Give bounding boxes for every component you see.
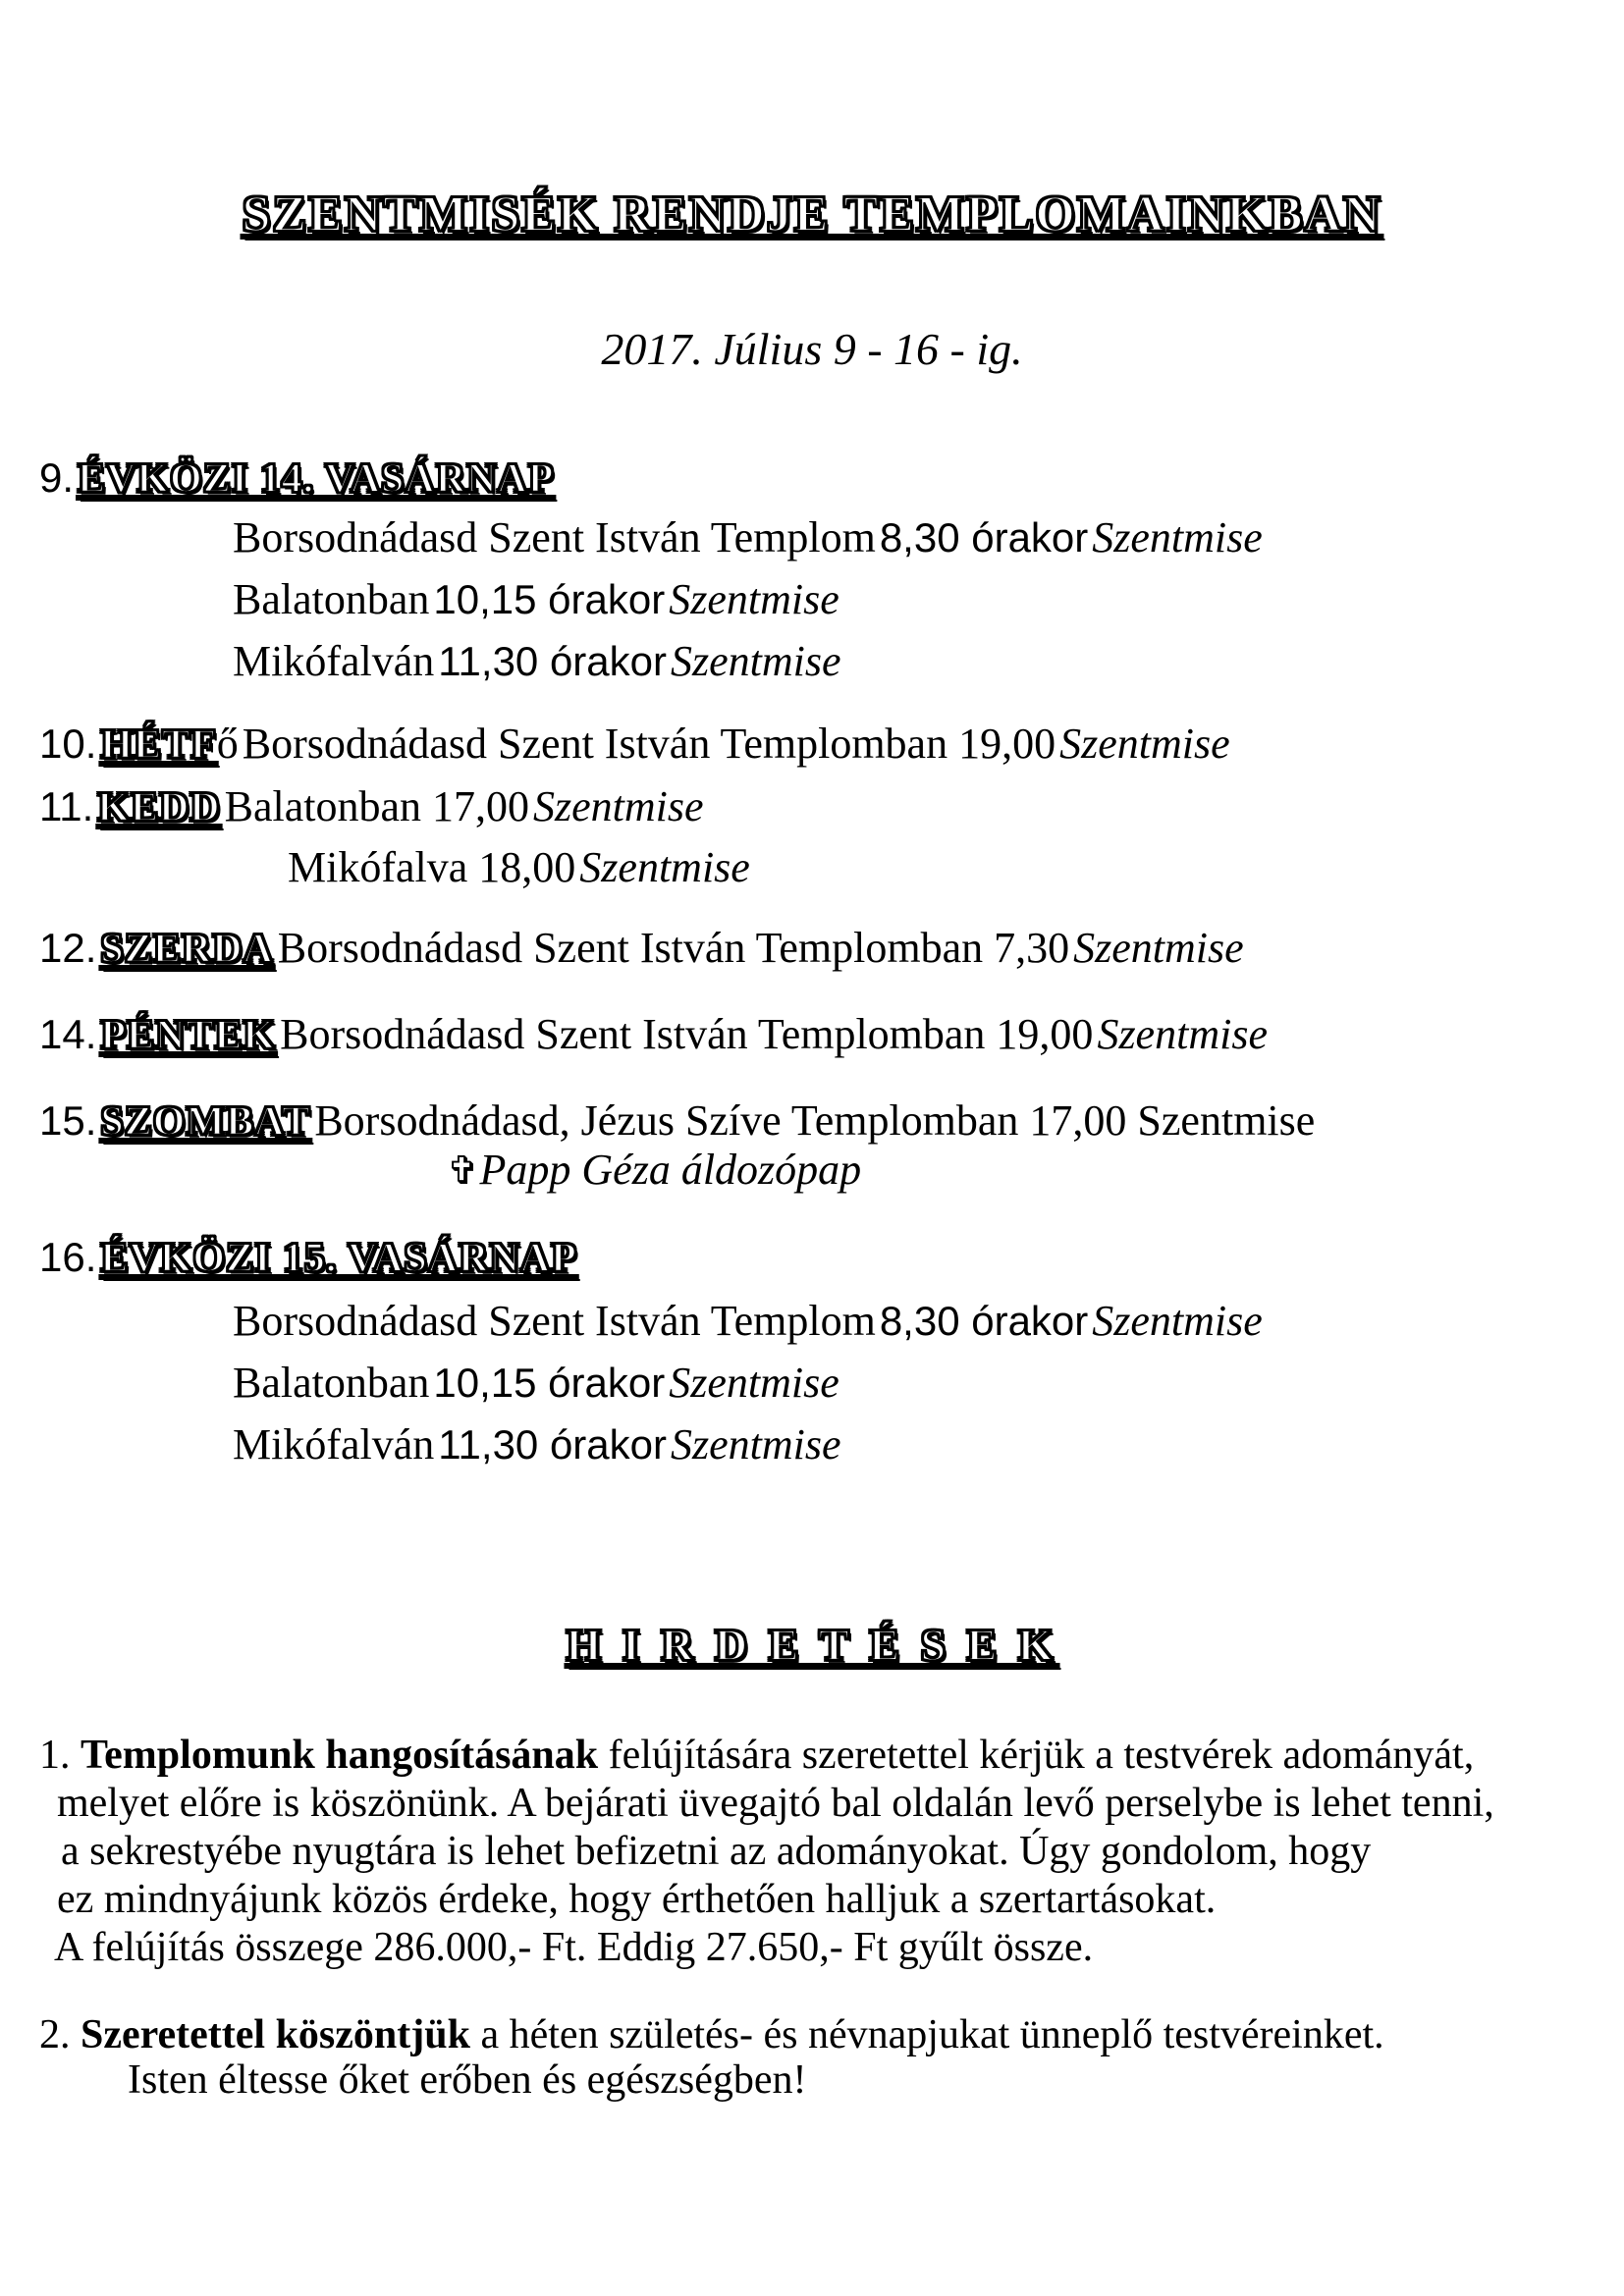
- day-name: ÉVKÖZI 15. VASÁRNAP: [100, 1236, 577, 1281]
- announcements-heading: H I R D E T É S E K: [566, 1620, 1058, 1670]
- schedule-item-saturday: [39, 1095, 1315, 1148]
- announcement-1-line-2: [57, 1779, 1494, 1828]
- announcement-text: ez mindnyájunk közös érdeke, hogy érthetően halljuk a szertartásokat.: [57, 1877, 1217, 1922]
- page-title: SZENTMISÉK RENDJE TEMPLOMAINKBAN: [242, 187, 1382, 242]
- day-name: ÉVKÖZI 14. VASÁRNAP: [78, 456, 555, 502]
- mass-line: [233, 636, 841, 688]
- mass-time: 11,30 órakor: [438, 1421, 667, 1468]
- announcement-text: Isten éltesse őket erőben és egészségben!: [128, 2057, 807, 2103]
- announcement-number: 2.: [39, 2012, 71, 2057]
- day-name: PÉNTEK: [100, 1013, 277, 1058]
- mass-detail: Borsodnádasd, Jézus Szíve Templomban 17,00 Szentmise: [314, 1096, 1316, 1145]
- mass-label: Szentmise: [1092, 513, 1263, 561]
- day-name-suffix: ő: [216, 720, 239, 768]
- mass-time: 8,30 órakor: [879, 1298, 1089, 1344]
- schedule-item-wednesday: [39, 923, 1244, 975]
- mass-detail: Balatonban 17,00: [224, 782, 530, 830]
- day-name: SZERDA: [100, 927, 274, 972]
- mass-label: Szentmise: [669, 575, 839, 623]
- schedule-item-friday: [39, 1009, 1268, 1061]
- mass-label: Szentmise: [1092, 1297, 1263, 1345]
- announcement-text: felújítására szeretettel kérjük a testvérek adományát,: [598, 1733, 1475, 1778]
- mass-line: [233, 1358, 839, 1410]
- mass-time: 11,30 órakor: [438, 638, 667, 684]
- mass-line: [233, 1296, 1263, 1348]
- announcement-text: melyet előre is köszönünk. A bejárati üvegajtó bal oldalán levő perselybe is lehet tenni,: [57, 1781, 1494, 1826]
- schedule-item-sunday2-heading: [39, 1233, 577, 1283]
- announcement-text: a sekrestyébe nyugtára is lehet befizetni az adományokat. Úgy gondolom, hogy: [61, 1829, 1372, 1874]
- announcement-1-line-5: [54, 1923, 1093, 1972]
- mass-time: 10,15 órakor: [433, 576, 666, 622]
- cross-icon: ✞: [447, 1148, 480, 1194]
- announcement-text: A felújítás összege 286.000,- Ft. Eddig 27.650,- Ft gyűlt össze.: [54, 1925, 1094, 1970]
- announcement-1-line-4: [57, 1875, 1216, 1924]
- mass-label: Szentmise: [671, 637, 841, 685]
- mass-time: 8,30 órakor: [879, 514, 1089, 561]
- mass-place: Balatonban: [233, 575, 430, 623]
- announcement-bold-lead: Szeretettel köszöntjük: [81, 2012, 470, 2057]
- announcement-2-line-2: [128, 2056, 807, 2105]
- mass-place: Mikófalván: [233, 637, 435, 685]
- schedule-item-tuesday: [39, 781, 704, 833]
- day-name: HÉTF: [100, 722, 217, 768]
- mass-label: Szentmise: [1059, 720, 1230, 768]
- announcement-1-line-1: [39, 1731, 1474, 1780]
- day-number: 9.: [39, 454, 75, 501]
- announcement-bold-lead: Templomunk hangosításának: [81, 1733, 599, 1778]
- mass-detail: Borsodnádasd Szent István Templomban 7,30: [277, 924, 1070, 972]
- mass-label: Szentmise: [1097, 1010, 1268, 1058]
- day-number: 12.: [39, 925, 97, 971]
- day-name: KEDD: [97, 785, 221, 830]
- day-number: 15.: [39, 1097, 97, 1144]
- mass-label: Szentmise: [671, 1420, 841, 1468]
- mass-line: [233, 574, 839, 626]
- mass-label: Szentmise: [669, 1359, 839, 1407]
- mass-place: Mikófalva 18,00: [288, 843, 576, 891]
- mass-line: [288, 842, 750, 894]
- day-number: 14.: [39, 1011, 97, 1057]
- announcement-text: a héten születés- és névnapjukat ünneplő testvéreinket.: [469, 2012, 1384, 2057]
- memorial-name: Papp Géza áldozópap: [479, 1146, 862, 1194]
- mass-place: Borsodnádasd Szent István Templom: [233, 513, 876, 561]
- mass-label: Szentmise: [533, 782, 704, 830]
- mass-label: Szentmise: [1073, 924, 1244, 972]
- day-number: 11.: [39, 783, 94, 829]
- announcements-heading-row: [0, 1618, 1624, 1672]
- mass-place: Borsodnádasd Szent István Templom: [233, 1297, 876, 1345]
- mass-line: [233, 512, 1263, 564]
- announcement-number: 1.: [39, 1733, 71, 1778]
- memorial-line: [447, 1145, 861, 1197]
- mass-detail: Borsodnádasd Szent István Templomban 19,00: [280, 1010, 1094, 1058]
- mass-detail: Borsodnádasd Szent István Templomban 19,00: [242, 720, 1056, 768]
- date-range: 2017. Július 9 - 16 - ig.: [601, 324, 1023, 374]
- mass-label: Szentmise: [579, 843, 750, 891]
- mass-line: [233, 1419, 841, 1471]
- mass-place: Mikófalván: [233, 1420, 435, 1468]
- date-range-row: [0, 322, 1624, 376]
- announcement-2-line-1: [39, 2010, 1384, 2059]
- mass-time: 10,15 órakor: [433, 1360, 666, 1406]
- day-number: 16.: [39, 1234, 97, 1280]
- day-name: SZOMBAT: [100, 1099, 311, 1145]
- schedule-item-monday: [39, 719, 1230, 771]
- mass-place: Balatonban: [233, 1359, 430, 1407]
- page-title-row: [0, 185, 1624, 245]
- schedule-item-sunday1-heading: [39, 454, 554, 504]
- announcement-1-line-3: [61, 1827, 1371, 1876]
- day-number: 10.: [39, 721, 97, 767]
